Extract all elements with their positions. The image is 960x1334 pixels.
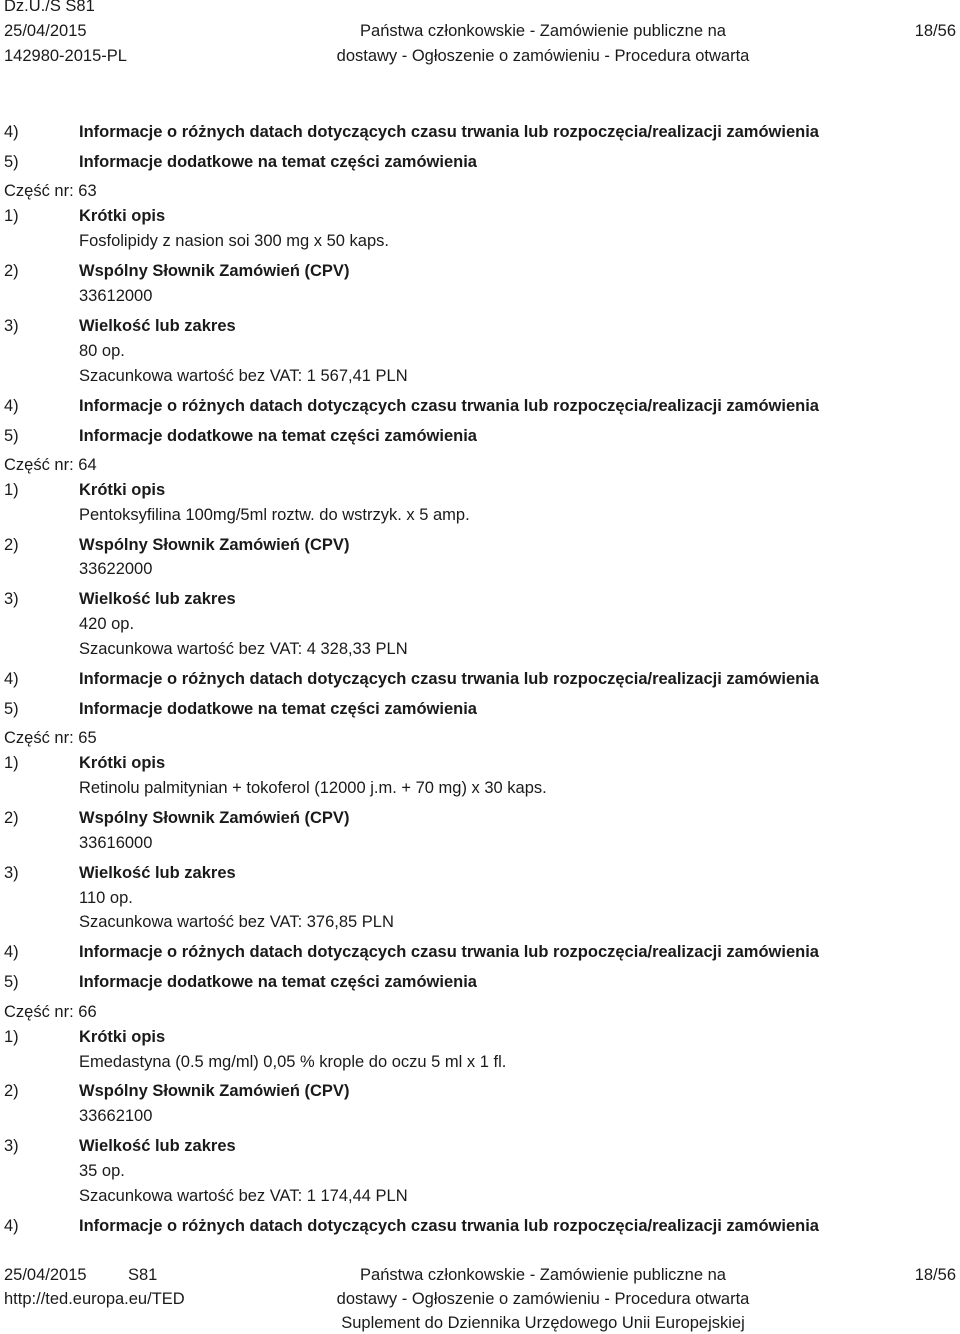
- short-description-heading: Krótki opis: [79, 481, 166, 499]
- item-number: 2): [4, 809, 19, 827]
- header-date: 25/04/2015: [4, 22, 87, 40]
- cpv-code: 33616000: [79, 834, 153, 852]
- item-number: 1): [4, 1028, 19, 1046]
- footer-date: 25/04/2015: [4, 1266, 87, 1284]
- cpv-heading: Wspólny Słownik Zamówień (CPV): [79, 536, 350, 554]
- dates-info-heading: Informacje o różnych datach dotyczących czasu trwania lub rozpoczęcia/realizacji zamówienia: [79, 1217, 819, 1235]
- item-number: 2): [4, 1082, 19, 1100]
- estimated-value: Szacunkowa wartość bez VAT: 1 567,41 PLN: [79, 367, 408, 385]
- item-number: 3): [4, 590, 19, 608]
- journal-ref: Dz.U./S S81: [4, 0, 95, 15]
- item-number: 3): [4, 864, 19, 882]
- header-title-line1: Państwa członkowskie - Zamówienie publiczne na: [360, 22, 726, 40]
- cpv-code: 33662100: [79, 1107, 153, 1125]
- short-description: Emedastyna (0.5 mg/ml) 0,05 % krople do oczu 5 ml x 1 fl.: [79, 1053, 507, 1071]
- part-number: Część nr: 66: [4, 1003, 97, 1021]
- footer-url[interactable]: http://ted.europa.eu/TED: [4, 1290, 185, 1308]
- footer-title-line2: dostawy - Ogłoszenie o zamówieniu - Procedura otwarta: [336, 1290, 750, 1308]
- page-footer: [0, 1262, 960, 1334]
- quantity-heading: Wielkość lub zakres: [79, 590, 236, 608]
- item-number: 4): [4, 943, 19, 961]
- page-header: [0, 0, 960, 70]
- header-page-number: 18/56: [914, 22, 956, 40]
- footer-series: S81: [128, 1266, 158, 1284]
- quantity: 420 op.: [79, 615, 135, 633]
- additional-info-heading: Informacje dodatkowe na temat części zamówienia: [79, 700, 477, 718]
- item-number: 4): [4, 670, 19, 688]
- item-number: 5): [4, 700, 19, 718]
- part-number: Część nr: 64: [4, 456, 97, 474]
- dates-info-heading: Informacje o różnych datach dotyczących czasu trwania lub rozpoczęcia/realizacji zamówienia: [79, 123, 819, 141]
- estimated-value: Szacunkowa wartość bez VAT: 1 174,44 PLN: [79, 1187, 408, 1205]
- quantity: 110 op.: [79, 889, 133, 907]
- footer-title-line1: Państwa członkowskie - Zamówienie publiczne na: [360, 1266, 726, 1284]
- additional-info-heading: Informacje dodatkowe na temat części zamówienia: [79, 153, 477, 171]
- quantity: 80 op.: [79, 342, 125, 360]
- short-description: Fosfolipidy z nasion soi 300 mg x 50 kaps.: [79, 232, 389, 250]
- additional-info-heading: Informacje dodatkowe na temat części zamówienia: [79, 427, 477, 445]
- item-number: 4): [4, 397, 19, 415]
- quantity: 35 op.: [79, 1162, 125, 1180]
- cpv-code: 33612000: [79, 287, 153, 305]
- header-title-line2: dostawy - Ogłoszenie o zamówieniu - Procedura otwarta: [336, 47, 750, 65]
- notice-id: 142980-2015-PL: [4, 47, 127, 65]
- item-number: 1): [4, 207, 19, 225]
- item-number: 2): [4, 262, 19, 280]
- part-number: Część nr: 65: [4, 729, 97, 747]
- short-description-heading: Krótki opis: [79, 1028, 166, 1046]
- short-description-heading: Krótki opis: [79, 754, 166, 772]
- item-number: 3): [4, 1137, 19, 1155]
- footer-page-number: 18/56: [914, 1266, 956, 1284]
- quantity-heading: Wielkość lub zakres: [79, 864, 236, 882]
- dates-info-heading: Informacje o różnych datach dotyczących czasu trwania lub rozpoczęcia/realizacji zamówienia: [79, 943, 819, 961]
- item-number: 4): [4, 1217, 19, 1235]
- part-number: Część nr: 63: [4, 182, 97, 200]
- additional-info-heading: Informacje dodatkowe na temat części zamówienia: [79, 973, 477, 991]
- short-description-heading: Krótki opis: [79, 207, 166, 225]
- cpv-heading: Wspólny Słownik Zamówień (CPV): [79, 262, 350, 280]
- dates-info-heading: Informacje o różnych datach dotyczących czasu trwania lub rozpoczęcia/realizacji zamówienia: [79, 670, 819, 688]
- cpv-heading: Wspólny Słownik Zamówień (CPV): [79, 809, 350, 827]
- estimated-value: Szacunkowa wartość bez VAT: 4 328,33 PLN: [79, 640, 408, 658]
- dates-info-heading: Informacje o różnych datach dotyczących czasu trwania lub rozpoczęcia/realizacji zamówienia: [79, 397, 819, 415]
- short-description: Pentoksyfilina 100mg/5ml roztw. do wstrzyk. x 5 amp.: [79, 506, 470, 524]
- item-number: 1): [4, 754, 19, 772]
- item-number: 5): [4, 427, 19, 445]
- estimated-value: Szacunkowa wartość bez VAT: 376,85 PLN: [79, 913, 394, 931]
- item-number: 5): [4, 153, 19, 171]
- item-number: 1): [4, 481, 19, 499]
- item-number: 4): [4, 123, 19, 141]
- quantity-heading: Wielkość lub zakres: [79, 1137, 236, 1155]
- cpv-code: 33622000: [79, 560, 153, 578]
- item-number: 5): [4, 973, 19, 991]
- quantity-heading: Wielkość lub zakres: [79, 317, 236, 335]
- cpv-heading: Wspólny Słownik Zamówień (CPV): [79, 1082, 350, 1100]
- item-number: 3): [4, 317, 19, 335]
- item-number: 2): [4, 536, 19, 554]
- short-description: Retinolu palmitynian + tokoferol (12000 j.m. + 70 mg) x 30 kaps.: [79, 779, 547, 797]
- footer-title-line3: Suplement do Dziennika Urzędowego Unii Europejskiej: [341, 1314, 745, 1332]
